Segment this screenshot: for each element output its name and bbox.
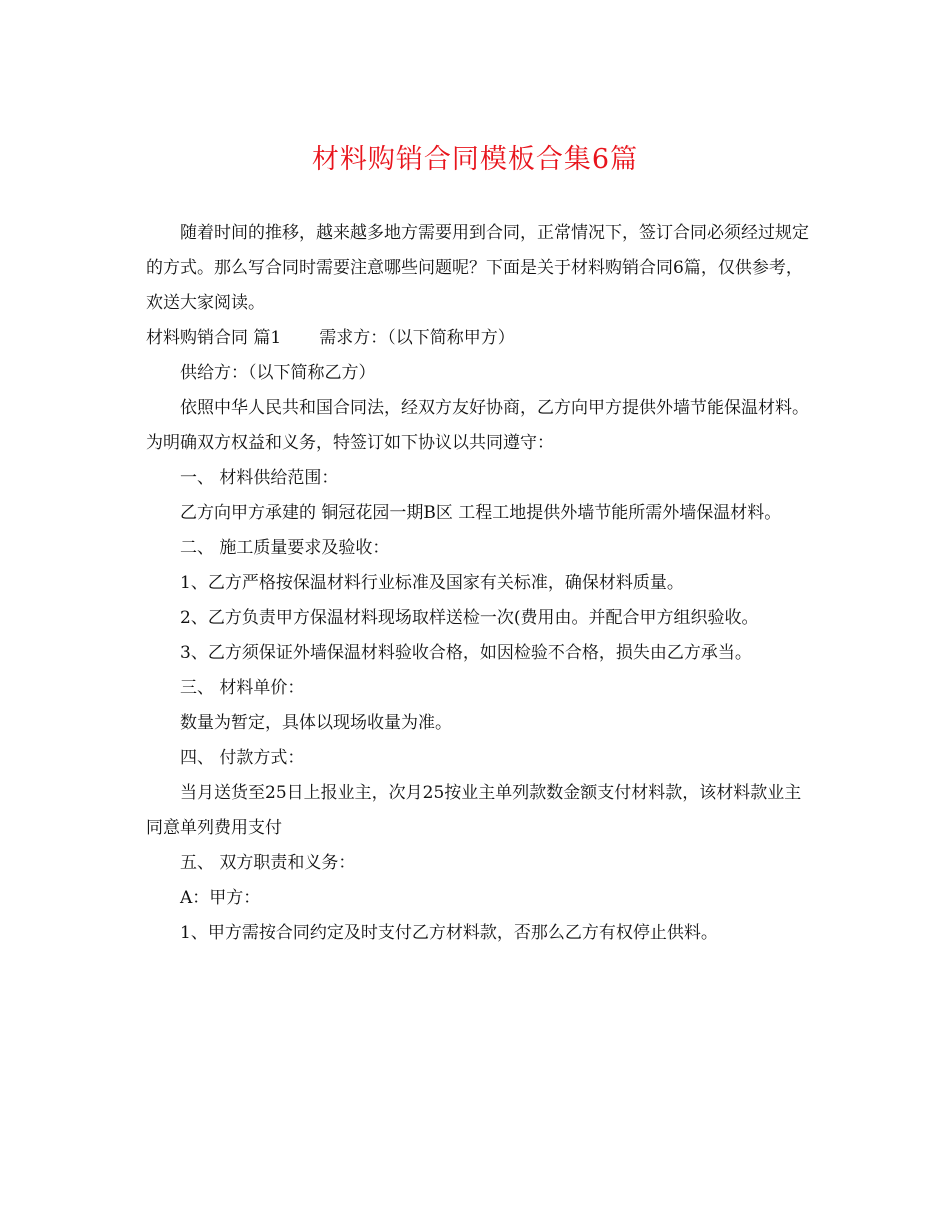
- buyer-line: 需求方：（以下简称甲方）: [319, 328, 515, 348]
- document-title: 材料购销合同模板合集6篇: [311, 144, 639, 175]
- clause-5-party-a: A：甲方：: [180, 888, 261, 908]
- intro-paragraph: 随着时间的推移，越来越多地方需要用到合同，正常情况下，签订合同必须经过规定的方式。那么写合同时需要注意哪些问题呢？下面是关于材料购销合同6篇，仅供参考，欢送大家阅读。: [146, 223, 809, 313]
- clause-1-title: 一、 材料供给范围：: [180, 468, 339, 488]
- section-heading: 材料购销合同 篇1: [146, 328, 282, 348]
- clause-4-title: 四、 付款方式：: [180, 748, 305, 768]
- clause-3-text: 数量为暂定，具体以现场收量为准。: [180, 713, 452, 733]
- clause-3-title: 三、 材料单价：: [180, 678, 305, 698]
- supplier-line: 供给方：（以下简称乙方）: [180, 363, 376, 383]
- clause-5-item-1: 1、甲方需按合同约定及时支付乙方材料款，否那么乙方有权停止供料。: [180, 923, 718, 943]
- clause-2-item-2: 2、乙方负责甲方保温材料现场取样送检一次(费用由。并配合甲方组织验收。: [180, 608, 759, 628]
- clause-2-item-1: 1、乙方严格按保温材料行业标准及国家有关标准，确保材料质量。: [180, 573, 684, 593]
- document-body: [146, 216, 810, 951]
- clause-2-title: 二、 施工质量要求及验收：: [180, 538, 390, 558]
- clause-2-item-3: 3、乙方须保证外墙保温材料验收合格，如因检验不合格，损失由乙方承当。: [180, 643, 752, 663]
- section-heading-line: [146, 321, 810, 356]
- clause-4-text: 当月送货至25日上报业主，次月25按业主单列款数金额支付材料款，该材料款业主同意单列费用支付: [146, 783, 802, 838]
- clause-5-title: 五、 双方职责和义务：: [180, 853, 356, 873]
- preamble-paragraph: 依照中华人民共和国合同法，经双方友好协商，乙方向甲方提供外墙节能保温材料。为明确双方权益和义务，特签订如下协议以共同遵守：: [146, 398, 809, 453]
- clause-1-text: 乙方向甲方承建的 铜冠花园一期B区 工程工地提供外墙节能所需外墙保温材料。: [180, 503, 782, 523]
